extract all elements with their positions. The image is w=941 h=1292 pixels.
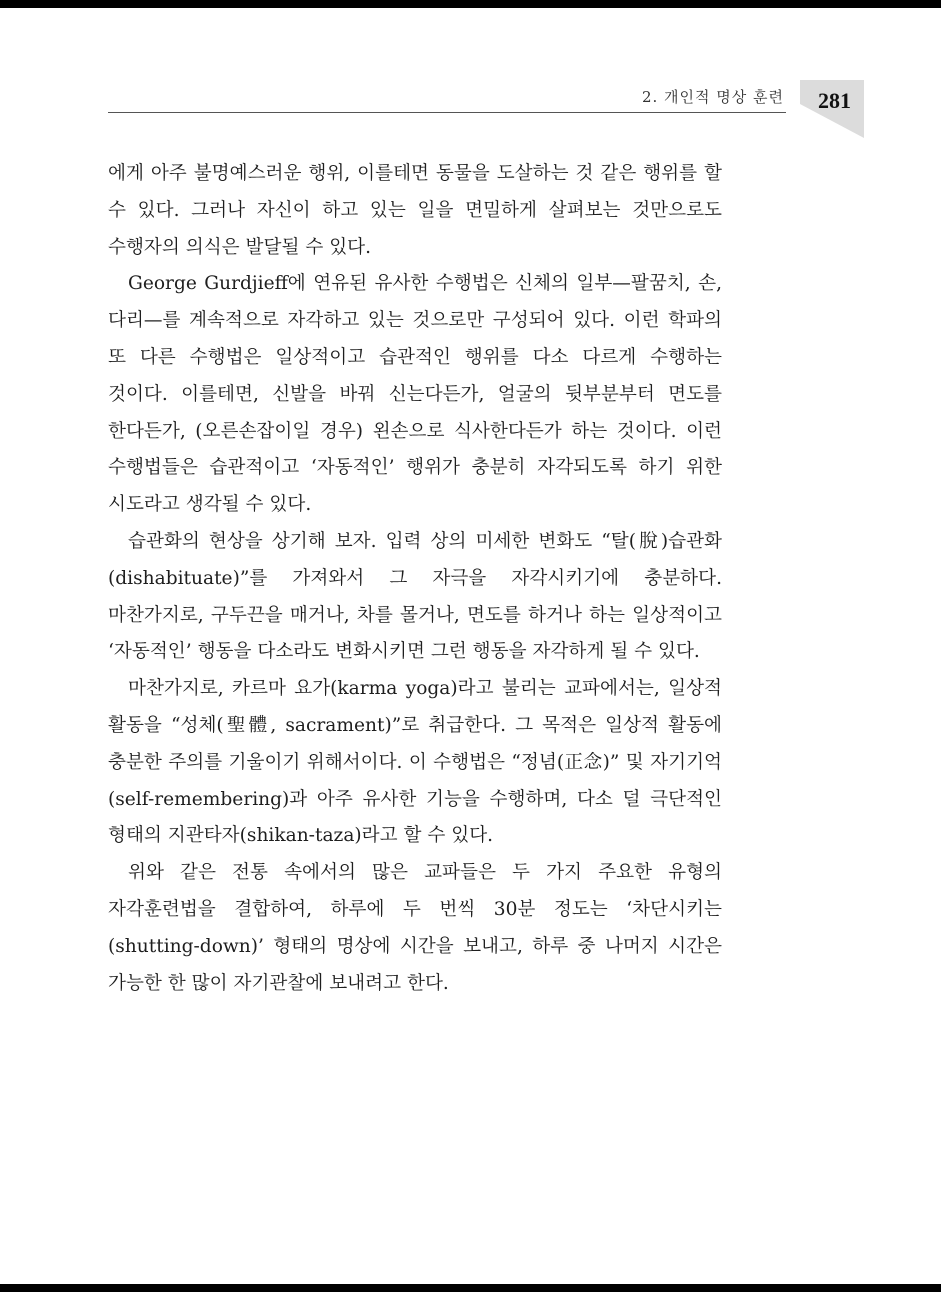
running-header-title: 2. 개인적 명상 훈련 — [641, 88, 784, 106]
paragraph: 위와 같은 전통 속에서의 많은 교파들은 두 가지 주요한 유형의 자각훈련법을 결합하여, 하루에 두 번씩 30분 정도는 ‘차단시키는(shutting-down)’ 형태의 명상에 시간을 보내고, 하루 중 나머지 시간은 가능한 한 많이 자기관찰에 보내려고 한다. — [108, 862, 722, 994]
page-number: 281 — [818, 88, 851, 113]
paragraph: 에게 아주 불명예스러운 행위, 이를테면 동물을 도살하는 것 같은 행위를 할 수 있다. 그러나 자신이 하고 있는 일을 면밀하게 살펴보는 것만으로도 수행자의 의식은 발달될 수 있다. — [108, 163, 722, 258]
top-border-bar — [0, 0, 941, 8]
body-text — [108, 156, 722, 1002]
paragraph: 마찬가지로, 카르마 요가(karma yoga)라고 불리는 교파에서는, 일상적 활동을 “성체(聖體, sacrament)”로 취급한다. 그 목적은 일상적 활동에 충분한 주의를 기울이기 위해서이다. 이 수행법은 “정념(正念)” 및 자기기억(self-remembering)과 아주 유사한 기능을 수행하며, 다소 덜 극단적인 형태의 지관타자(shikan-taza)라고 할 수 있다. — [108, 678, 722, 847]
paragraph: 습관화의 현상을 상기해 보자. 입력 상의 미세한 변화도 “탈(脫)습관화(dishabituate)”를 가져와서 그 자극을 자각시키기에 충분하다. 마찬가지로, 구두끈을 매거나, 차를 몰거나, 면도를 하거나 하는 일상적이고 ‘자동적인’ 행동을 다소라도 변화시키면 그런 행동을 자각하게 될 수 있다. — [108, 530, 722, 663]
paragraph: George Gurdjieff에 연유된 유사한 수행법은 신체의 일부—팔꿈치, 손, 다리—를 계속적으로 자각하고 있는 것으로만 구성되어 있다. 이런 학파의 또 다른 수행법은 일상적이고 습관적인 행위를 다소 다르게 수행하는 것이다. 이를테면, 신발을 바꿔 신는다든가, 얼굴의 뒷부분부터 면도를 한다든가, (오른손잡이일 경우) 왼손으로 식사한다든가 하는 것이다. 이런 수행법들은 습관적이고 ‘자동적인’ 행위가 충분히 자각되도록 하기 위한 시도라고 생각될 수 있다. — [108, 273, 722, 516]
header-rule — [108, 112, 786, 113]
bottom-border-bar — [0, 1284, 941, 1292]
